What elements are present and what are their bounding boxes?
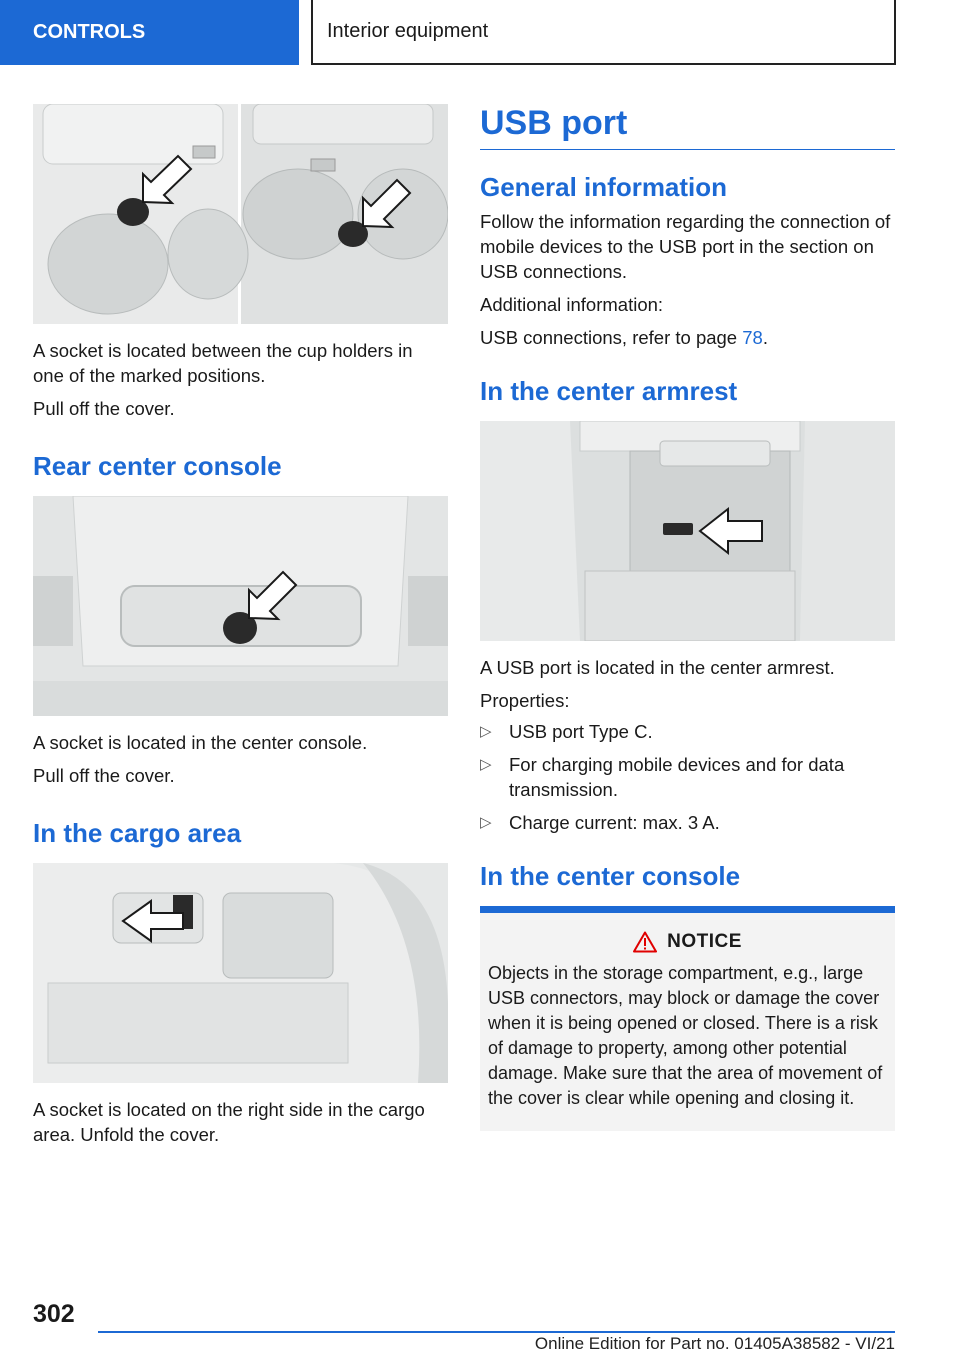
- usb-port-title: USB port: [480, 104, 895, 150]
- usb-reference: [480, 325, 895, 350]
- page-number: 302: [33, 1300, 75, 1328]
- rear-console-caption: A socket is located in the center console.: [33, 732, 368, 753]
- notice-text: Objects in the storage compartment, e.g., large USB connectors, may block or damage the cover when it is being opened or closed. There is a risk of damage to property, among other potential damage. Make sure that the area of movement of the cover is clear while opening and closing it.: [488, 963, 883, 1108]
- list-item: [480, 810, 895, 835]
- footer-divider: [98, 1331, 895, 1333]
- property-text: USB port Type C.: [509, 721, 653, 742]
- usb-reference-end: .: [762, 327, 768, 348]
- cargo-area-socket-image: [33, 863, 448, 1083]
- usb-reference-page-link[interactable]: 78: [742, 327, 763, 348]
- cup-holder-action: Pull off the cover.: [33, 398, 175, 419]
- general-info-heading: General information: [480, 172, 728, 202]
- list-item: [480, 752, 895, 802]
- property-text: Charge current: max. 3 A.: [509, 812, 720, 833]
- warning-triangle-icon: [633, 931, 657, 953]
- rear-console-socket-image: [33, 496, 448, 716]
- chapter-header: [311, 0, 896, 65]
- properties-label: Properties:: [480, 690, 570, 711]
- bullet-triangle-icon: ▷: [480, 723, 492, 740]
- general-info-text: Follow the information regarding the connection of mobile devices to the USB port in the section on USB connections.: [480, 211, 891, 282]
- rear-console-action: Pull off the cover.: [33, 765, 175, 786]
- additional-info-label: Additional information:: [480, 294, 664, 315]
- list-item: [480, 719, 895, 744]
- notice-box: [480, 906, 895, 1131]
- notice-header: [488, 931, 887, 953]
- footer-edition: Online Edition for Part no. 01405A38582 - VI/21: [534, 1334, 895, 1353]
- chapter-title: Interior equipment: [327, 20, 489, 42]
- properties-list: [480, 719, 895, 835]
- cargo-area-caption: A socket is located on the right side in the cargo area. Unfold the cover.: [33, 1099, 425, 1145]
- section-title: CONTROLS: [33, 21, 146, 43]
- center-armrest-heading: In the center armrest: [480, 376, 738, 406]
- cup-holder-caption: A socket is located between the cup holders in one of the marked positions.: [33, 340, 413, 386]
- left-column: [33, 104, 448, 1147]
- center-armrest-usb-image: [480, 421, 895, 641]
- cargo-area-heading: In the cargo area: [33, 818, 242, 848]
- section-tab: [0, 0, 299, 65]
- center-armrest-caption: A USB port is located in the center armrest.: [480, 657, 835, 678]
- property-text: For charging mobile devices and for data transmission.: [509, 754, 845, 800]
- center-console-heading: In the center console: [480, 861, 741, 891]
- right-column: [480, 104, 895, 1131]
- rear-console-heading: Rear center console: [33, 451, 282, 481]
- bullet-triangle-icon: ▷: [480, 756, 492, 773]
- bullet-triangle-icon: ▷: [480, 814, 492, 831]
- cup-holder-socket-image: [33, 104, 448, 324]
- notice-title: NOTICE: [667, 931, 742, 952]
- usb-reference-text: USB connections, refer to page: [480, 327, 743, 348]
